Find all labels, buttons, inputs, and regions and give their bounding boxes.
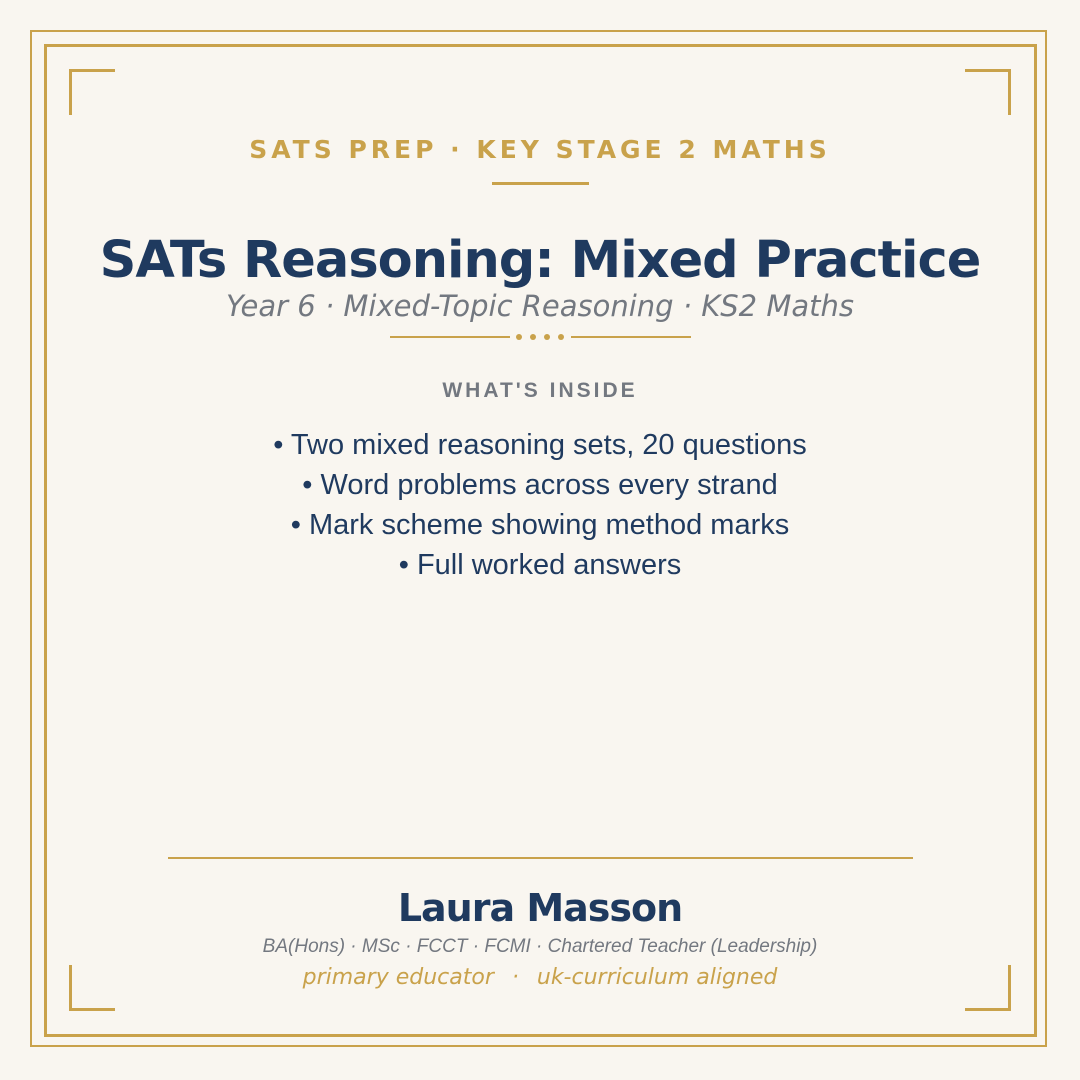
- tagline-separator: ·: [511, 965, 519, 990]
- kicker-label: SATS PREP · KEY STAGE 2 MATHS: [249, 135, 831, 164]
- contents-heading: WHAT'S INSIDE: [442, 379, 638, 402]
- contents-list: [0, 425, 1080, 585]
- tagline-curriculum: uk-curriculum aligned: [536, 965, 778, 990]
- author-taglines: [0, 963, 1080, 993]
- corner-ornament-top-right: [965, 69, 1011, 115]
- page-title: SATs Reasoning: Mixed Practice: [99, 231, 981, 290]
- tagline-role: primary educator: [302, 965, 494, 990]
- list-item: • Full worked answers: [398, 549, 682, 581]
- author-credentials: BA(Hons) · MSc · FCCT · FCMI · Chartered Teacher (Leadership): [262, 936, 818, 957]
- corner-ornament-top-left: [69, 69, 115, 115]
- footer-divider: [168, 857, 913, 859]
- dotted-divider-ornament: [390, 330, 691, 344]
- list-item: • Two mixed reasoning sets, 20 questions: [273, 429, 807, 461]
- author-name: Laura Masson: [397, 886, 683, 930]
- list-item: • Mark scheme showing method marks: [290, 509, 790, 541]
- kicker-divider: [492, 182, 589, 185]
- list-item: • Word problems across every strand: [302, 469, 778, 501]
- page-subtitle: Year 6 · Mixed-Topic Reasoning · KS2 Maths: [226, 289, 854, 323]
